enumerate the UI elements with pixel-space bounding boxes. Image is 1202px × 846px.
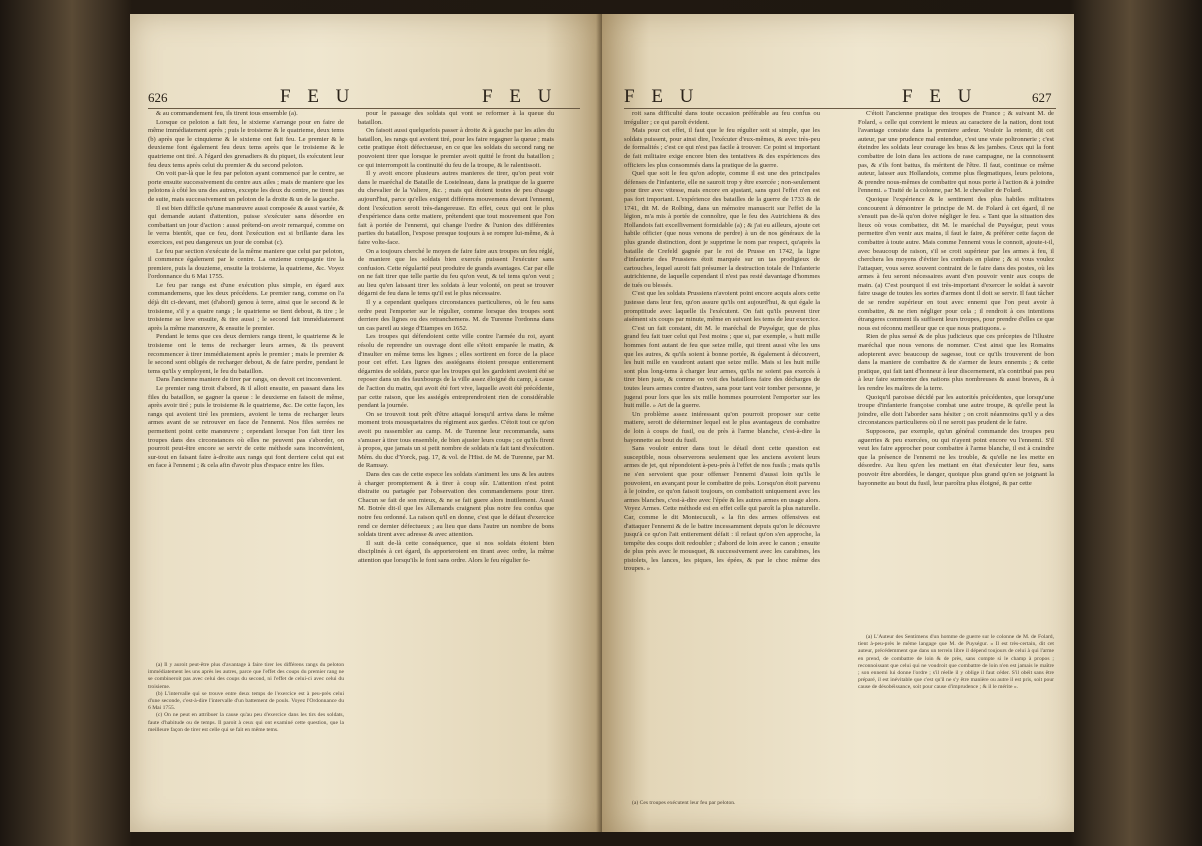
right-page	[602, 14, 1074, 832]
footnote: (a) Il y auroit peut-être plus d'avantage à faire tirer les différens rangs du peloton immédiatement les uns après les autres, parce que l'effet des coups du premier rang ne se combineroit pas avec celui des coups du second, ni l'effet de celui-ci avec celui du troisieme.	[148, 662, 344, 690]
running-head-right-col2: F E U	[902, 86, 978, 107]
footnote: (c) On ne peut en attribuer la cause qu'au peu d'exercice dans les tirs des soldats, faute d'habitude ou de temps. Il paroit à ceux qui ont examiné cette question, que la meilleure façon de tirer est celle qui se fait en même tems.	[148, 712, 344, 733]
right-page-col1-footnote	[624, 800, 820, 820]
paragraph: Quel que soit le feu qu'on adopte, comme il est une des principales défenses de l'infanterie, elle ne sauroit trop y être exercée ; non-seulement pour tirer avec vitesse, mais encore en ajustant, sans quoi l'effet n'en est pas fort important. L'expérience des batailles de la guerre de 1733 & de 1741, dit M. de Rolbing, dans un mémoire manuscrit sur l'effet de la légion, m'a mis à portée de connoître, que le feu des Autrichiens & des Hollandois fait exceſſivement formidable (a) ; & j'ai eu ailleurs, ajoute cet habile officier (que nous venons de perdre) à un de nos généraux de la plus grande distinction, dont je supprime le nom par respect, qu'après la bataille de Crefeld gagnée par le roi de Prusse en 1742, la ligne d'infanterie des Prussiens étoit marquée sur un tas prodigieux de cartouches, lequel auroit fait présumer la destruction totale de l'infanterie autrichienne, de laquelle cependant il n'est pas resté davantage d'hommes de tués ou blessés.	[624, 170, 820, 289]
paragraph: On faisoit aussi quelquefois passer à droite & à gauche par les ailes du bataillon, les rangs qui avoient tiré, pour les faire regagner la queue ; mais cette pratique étoit défectueuse, en ce que les soldats du second rang ne pouvoient tirer que lorsque le premier avoit quitté le front du bataillon ; ce qui interrompoit la continuité du feu de la troupe, & le ralentissoit.	[358, 127, 554, 169]
paragraph: & au commandement feu, ils tirent tous ensemble (a).	[156, 110, 298, 117]
left-page-footnotes	[148, 662, 344, 822]
footnote: (a) L'Auteur des Sentimens d'un homme de guerre sur le colonne de M. de Folard, tient à-peu-près le même langage que M. de Puységur. « Il est très-certain, dit cet auteur, précédemment que dans un terrein libre il dépend toujours de celui à qui l'arme en prend, de combattre de loin & de près, sans compte si le champ à propos ; reconnoissant que celui qui ne voudroit que combattre de loin n'en est jamais le maître ; son ennemi lui donne l'ordre ; s'il réelle il y oblige il faut céder. S'il obéit sans être préparé, il est inévitable que c'est qu'il ne s'y être manière ou autre il est pris, soit pour cause de désobéissance, soit pour cause d'imprudence ; & il le mérite ».	[858, 634, 1054, 691]
paragraph: Quoique l'expérience & le sentiment des plus habiles militaires concourent à démontrer le principe de M. de Folard à cet égard, il ne s'ensuit pas de-là qu'on doive négliger le feu. « Tant que la situation des lieux où vous combattez, dit M. le maréchal de Puységur, peut vous permettre d'en venir aux mains, il faut le faire, & préférer cette façon de combattre à toute autre. Mais comme l'ennemi vous le connoit, ajoute-t-il, avec beaucoup de raison, s'il se croit supérieur par les armes à feu, il cherchera les moyens d'éviter les combats en plaine ; & si vous voulez l'attaquer, vous serez souvent contraint de le faire dans des postes, où les armes à feu seront nécessaires avant d'en pouvoir venir aux coups de main. (a) C'est pourquoi il est très-important d'exercer le soldat à savoir faire usage de toutes les sortes d'armes dont il doit se servir. Il faut tâcher de se rendre supérieur en tout avec ennemi que l'on peut avoir à combattre, & ne rien négliger pour cela ; il rendroit à ces intentions étrangeres comment ils suffisent leurs troupes, pour prendre d'elles ce que nous est réconnu meilleur que ce que nous pratiquons. »	[858, 195, 1054, 332]
paragraph: C'est que les soldats Prussiens n'avoient point encore acquis alors cette justesse dans leur feu, qu'on assure qu'ils ont aujourd'hui, & qui égale la promptitude avec laquelle ils l'exécutent. On fait qu'ils peuvent tirer aisément six coups par minute, même en suivant les tems de leur exercice.	[624, 290, 820, 324]
paragraph: Supposons, par exemple, qu'un général commande des troupes peu aguerries & peu exercées, ou qui n'ayent point encore vu l'ennemi. S'il veut les faire approcher pour combattre à l'arme blanche, il est à craindre que la présence de l'ennemi ne les trouble, & qu'elle ne les mette en désordre. Au lieu qu'en les mettant en état d'exécuter leur feu, sans pouvoir être abordées, le danger, quoique plus grand qu'en se joignant la bayonnette au bout du fusil, leur paroîtra plus éloigné, & par cette	[858, 427, 1054, 487]
running-head-right-col1: F E U	[624, 86, 700, 107]
left-page	[130, 14, 602, 832]
paragraph: Il y avoit encore plusieurs autres manieres de tirer, qu'on peut voir dans le maréchal de Bataille de Lostelneau, dans la pratique de la guerre du chevalier de la Valiere, &c. ; mais qui étoient toutes de peu d'usage aujourd'hui, parce qu'elles exigent différens mouvemens devant l'ennemi, dont l'exécution seroit très-dangereuse. En effet, ceux qui ont le plus d'expérience dans cette matiere, prétendent que tout mouvement que l'on fait à portée de l'ennemi, qui change l'ordre & l'union des différentes parties du bataillon, l'expose presque toujours à se rompre lui-même, & à faire volte-face.	[358, 170, 554, 246]
paragraph: Pendant le tems que ces deux derniers rangs tirent, le quatrieme & le troisieme ont le tems de recharger leurs armes, & ils peuvent recommencer à tirer immédiatement après le premier ; mais le premier & le second sont obligés de recharger debout, & de faire perdre, pendant le tems qu'ils y employent, le feu du bataillon.	[148, 333, 344, 375]
paragraph: Lorsque ce peloton a fait feu, le sixieme s'arrange pour en faire de même immédiatement après ; puis le troisieme & le quatrieme, deux tems (b) après que le cinquieme & le sixieme ont fait feu. Le premier & le deuxieme font également feu deux tems après que le troisieme & le quatrieme ont tiré. A l'égard des grenadiers & du piquet, ils exécutent leur feu deux tems après celui du premier & du second peloton.	[148, 118, 344, 169]
paragraph: C'est un fait constant, dit M. le maréchal de Puységur, que de plus grand feu fait tuer celui qui l'est moins ; que si, par exemple, « huit mille hommes font autant de feu que seize mille, qui tirent aussi vîte les uns que les autres, & qu'ils soient à bonne portée, & également à découvert, les huit mille en vaudront autant que seize mille. Mais si les huit mille sont plus long-tems à charger leur armes, qu'ils ne soient pas exercés à tirer bien juste, & comme on voit des bataillons faire des décharges de toutes leurs armes contre d'autres, sans pour tant voir tomber personne, je jugerai pour lors que les six mille hommes pourroient l'emporter sur les huit mille. » Art de la guerre.	[624, 324, 820, 410]
paragraph: Sans vouloir entrer dans tout le détail dont cette question est susceptible, nous observerons seulement que les anciens avoient leurs armes de jet, qui répondoient à-peu-près à l'effet de nos fusils ; mais qu'ils ne s'en servoient que pour offenser l'ennemi d'aussi loin qu'ils le pouvoient, en avançant pour le combattre de près. Lorsqu'on étoit parvenu à le joindre, ce qu'on faisoit toujours, on combattoit uniquement avec les armes blanches, c'est-à-dire avec l'épée & les autres armes en usage alors. Voyez Armes. Cette méthode est en effet celle qui paroît la plus naturelle. Car, comme le dit Montecuculi, « la fin des armes offensives est d'attaquer l'ennemi & de le battre incessamment depuis qu'on le découvre jusqu'à ce qu'on l'ait entierement défait : il refaut qu'on s'en approche, la tempête des coups doit redoubler ; d'abord de loin avec le canon ; ensuite de plus près avec le mousquet, & successivement avec les carabines, les pistolets, les lances, les piques, les épées, & par le choc même des troupes. »	[624, 445, 820, 573]
footnote: (b) L'intervalle qui se trouve entre deux temps de l'exercice est à peu-près celui d'une seconde, c'est-à-dire l'intervalle d'un battement de pouls. Voyez l'Ordonnance du 6 Mai 1755.	[148, 690, 344, 712]
paragraph: On se trouvoit tout prêt d'être attaqué lorsqu'il arriva dans le même moment trois mousquetaires du régiment aux gardes. C'étoit tout ce qu'on avoit pu rassembler au camp. M. de Turenne leur recommanda, sans s'amuser à tirer tous ensemble, de bien ajuster leurs coups ; ce qu'ils firent à propos, que jamais un si petit nombre de soldats n'a fait tant d'exécution. Mém. du duc d'Yorck, pag. 17, & vol. de l'Hist. de M. de Turenne, par M. de Ramsay.	[358, 410, 554, 470]
paragraph: Il suit de-là cette conséquence, que si nos soldats étoient bien disciplinés à cet égard, ils apporteroient en tirant avec ordre, la même attention que lorsqu'ils le font sans ordre. Alors le feu régulier fe-	[358, 539, 554, 564]
left-page-column-1	[148, 110, 344, 650]
right-page-column-2	[858, 110, 1054, 630]
paragraph: On a toujours cherché le moyen de faire faire aux troupes un feu réglé, de maniere que les soldats bien exercés puissent l'exécuter sans confusion. Cette régularité peut produire de grands avantages. Car par elle on ne fait tirer que telle partie du feu qu'on veut, & tel tems qu'on veut ; au lieu qu'en laissant tirer les soldats à leur volonté, on peut se trouver dégarni de feu dans le tems qu'il est le plus nécessaire.	[358, 247, 554, 298]
running-head-left-col1: F E U	[280, 86, 356, 107]
left-page-column-2	[358, 110, 554, 810]
right-page-column-1	[624, 110, 820, 790]
page-number-left: 626	[148, 90, 168, 105]
header-rule-right	[624, 108, 1056, 109]
paragraph: Dans l'ancienne maniere de tirer par rangs, on devoit cet inconvenient.	[156, 376, 342, 384]
paragraph: Il y a cependant quelques circonstances particulieres, où le feu sans ordre peut l'emporter sur le régulier, comme lorsque des troupes sont derriere des lignes ou des retranchemens. M. de Turenne l'ordonna dans un cas pareil au siege d'Etampes en 1652.	[358, 299, 554, 332]
right-page-col2-footnote	[858, 634, 1054, 824]
paragraph: Dans des cas de cette espece les soldats s'animent les uns & les autres à charger promptement & à tirer à coup sûr. L'attention n'est point distraite ou partagée par l'observation des commandemens pour tirer. Chacun se fait de son mieux, & ne se fait guere alors inutilement. Aussi M. Botrée dit-il que les Allemands craignent plus notre feu confus que notre feu ordonné. La raison qu'il en donne, c'est que le défaut d'exercice rend ce dernier défectueux ; au lieu que dans l'autre un nombre de bons soldats tirent avec adresse & avec attention.	[358, 470, 554, 539]
paragraph: Il est bien difficile qu'une manœuvre aussi composée & aussi variée, & qui demande autant d'attention, puisse s'exécuter sans désordre en combattant un jour d'action : aussi prétend-on avoir remarqué, comme on le verra bientôt, que ce feu, dont l'exécution est si brillante dans les exercices, est peu dangereux un jour de combat (c).	[148, 204, 344, 246]
paragraph: Les troupes qui défendoient cette ville contre l'armée du roi, ayant résolu de reprendre un ouvrage dont elle s'étoit emparée le matin, & d'insulter en même tems les lignes ; elles sortirent en force de la place pour cet effet. Les lignes des assiégeans étoient presque entierement dégarnies de soldats, parce que les troupes qui les gardoient avoient été se reposer dans un des fauxbourgs de la ville assez éloigné du camp, à cause de l'action du matin, qui avoit été fort vive, laquelle avoit été précédente, par cette raison, que les assiégés entreprendroient rien de considérable pendant la journée.	[358, 333, 554, 410]
paragraph: Rien de plus sensé & de plus judicieux que ces préceptes de l'illustre maréchal que nous venons de nommer. C'est ainsi que les Romains adopterent avec beaucoup de sagesse, tout ce qu'ils trouverent de bon dans la maniere de combattre & de s'armer de leurs ennemis ; & cette pratique, qui fait tant d'honneur à leur discernement, n'a contribué pas peu à leur faire surmonter des nations plus nombreuses & aussi braves, & à les rendre les maîtres de la terre.	[858, 333, 1054, 392]
paragraph: Un problème assez intéressant qu'on pourroit proposer sur cette matiere, seroit de déterminer lequel est le plus avantageux de combattre de loin à coups de fusil, ou de près à l'arme blanche, c'est-à-dire la bayonnette au bout du fusil.	[624, 410, 820, 444]
paragraph: On voit par-là que le feu par peloton ayant commencé par le centre, se porte ensuite successivement du centre aux ailes ; mais de maniere que les pelotons à côté les uns des autres, excepte les deux du centre, ne tirent pas de suite, mais successivement un peloton de la droite & un de la gauche.	[148, 170, 344, 203]
paragraph: Quoiqu'il paroisse décidé par les autorités précédentes, que lorsqu'une troupe d'infanterie françoise combat une autre troupe, & qu'elle peut la joindre, elle doit l'aborder sans hésiter ; on croit néanmoins qu'il y a des circonstances particulieres où il ne seroit pas prudent de le faire.	[858, 393, 1054, 427]
paragraph: Le feu par rangs est d'une exécution plus simple, en égard aux commandemens, que les deux précédens. Le premier rang, comme on l'a déjà dit ci-devant, met (d'abord) genou à terre, ainsi que le second & le troisieme, s'il y a quatre rangs ; le quatrieme se tient debout, & tire ; le troisieme se leve ensuite, & tire aussi ; le second fait immédiatement après la même manœuvre, & ensuite le premier.	[148, 281, 344, 332]
paragraph: C'étoit l'ancienne pratique des troupes de France ; & suivant M. de Folard, « celle qui convient le mieux au caractere de la nation, dont tout l'avantage consiste dans la premiere ardeur. Vouloir la retenir, dit cet auteur, par une prudence mal entendue, c'est une vraie poltronnerie ; c'est éteindre les soldats leur courage les bras & les jambes. Ceux qui la font combattre de loin dans les actions de rase campagne, ne la connoissent pas, & s'ils font battus, ils méritent de l'être. Il faut, continue ce même auteur, laisser aux Hollandois, comme plus flegmatiques, leurs pelotons, & prendre nous-mêmes de combattre qui nous porte à l'action & à joindre l'ennemi. » Traité de la colonne, par M. le chevalier de Folard.	[858, 110, 1054, 195]
running-head-left-col2: F E U	[482, 86, 558, 107]
page-number-right: 627	[1032, 90, 1052, 105]
paragraph: roit sans difficulté dans toute occasion préférable au feu confus ou irrégulier ; ce qui paroît évident.	[624, 110, 820, 126]
footnote: (a) Ces troupes exécutent leur feu par peloton.	[632, 800, 736, 806]
paragraph: Mais pour cet effet, il faut que le feu régulier soit si simple, que les soldats puissent, pour ainsi dire, l'exécuter d'eux-mêmes, & avec très-peu de formalités ; c'est ce qui n'est pas facile à trouver. Ce point si important de fait militaire exige encore bien des tentatives & des expériences des officiers les plus consommés dans la pratique de la guerre.	[624, 127, 820, 169]
paragraph: Le feu par section s'exécute de la même maniere que celui par peloton, il commence également par le centre. La onzieme compagnie tire la premiere, puis la douzieme, ensuite la troisieme, la quatrieme, &c. Voyez l'ordonnance du 6 Mai 1755.	[148, 247, 344, 281]
paragraph: Le premier rang tiroit d'abord, & il alloit ensuite, en passant dans les files du bataillon, se gagner la queue : le deuxieme en faisoit de même, après avoir tiré ; puis le troisieme & le quatrieme, &c. De cette façon, les rangs qui avoient tiré les premiers, avoient le tems de recharger leurs armes avant de se retrouver en face de l'ennemi. Nos files serrées ne permettent point cette manœuvre ; cependant lorsque l'on fait tirer les troupes dans des circonstances où elles ne peuvent pas s'aborder, on pourroit peut-être encore se servir de cette méthode sans inconvénient, sur-tout en faisant faire à-droite aux rangs qui font derriere celui qui est en face à l'ennemi ; & cela afin d'avoir plus d'espace entre les files.	[148, 385, 344, 470]
header-rule-left	[148, 108, 580, 109]
paragraph: pour le passage des soldats qui vont se reformer à la queue du bataillon.	[358, 110, 554, 126]
